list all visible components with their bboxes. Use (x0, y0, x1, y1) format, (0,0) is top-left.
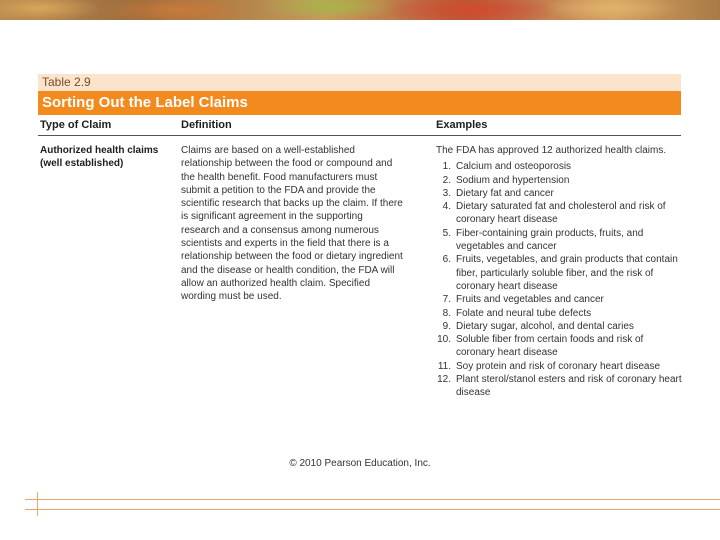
item-number: 8. (442, 307, 451, 319)
definition-cell: Claims are based on a well-established relationship between the food or compound and the health benefit. Food manufacturers must submit a petition to the FDA and provide the scientific research that backs up the claim. If there is significant agreement in the supporting research and a consensus among numerous scientists and experts in the field that there is a relationship between the food or dietary ingredient and the disease or health condition, the FDA will allow an authorized health claim. Specified wording must be used. (181, 145, 403, 303)
table-title: Sorting Out the Label Claims (38, 91, 681, 115)
item-number: 12. (437, 374, 451, 386)
item-text: Dietary fat and cancer (456, 187, 554, 199)
footer-rule-top (25, 499, 720, 500)
list-item (436, 174, 682, 187)
list-item (436, 373, 682, 400)
item-number: 9. (442, 320, 451, 332)
item-number: 2. (442, 174, 451, 186)
item-text: Dietary sugar, alcohol, and dental caries (456, 320, 634, 332)
item-number: 10. (437, 334, 451, 346)
list-item (436, 360, 682, 373)
item-number: 3. (442, 187, 451, 199)
examples-list (436, 160, 682, 399)
item-text: Plant sterol/stanol esters and risk of coronary heart disease (456, 374, 682, 399)
header-examples: Examples (436, 119, 488, 131)
item-text: Sodium and hypertension (456, 174, 570, 186)
item-text: Calcium and osteoporosis (456, 161, 572, 173)
item-number: 11. (437, 360, 451, 372)
item-text: Soluble fiber from certain foods and risk of coronary heart disease (456, 334, 644, 359)
footer-rule-bottom (25, 509, 720, 510)
claim-type-cell: Authorized health claims (well established) (40, 145, 159, 170)
header-type-of-claim: Type of Claim (40, 119, 112, 131)
item-text: Fiber-containing grain products, fruits, and vegetables and cancer (456, 227, 644, 253)
list-item (436, 200, 682, 227)
list-item (436, 160, 682, 173)
table-header-row (38, 115, 681, 136)
examples-intro: The FDA has approved 12 authorized health claims. (436, 145, 667, 156)
item-number: 1. (442, 161, 451, 173)
decorative-food-banner (0, 0, 720, 20)
list-item (436, 187, 682, 200)
list-item (436, 333, 682, 360)
footer-rule-tick (37, 492, 38, 516)
item-text: Soy protein and risk of coronary heart disease (456, 360, 660, 372)
list-item (436, 227, 682, 254)
list-item (436, 253, 682, 293)
header-definition: Definition (181, 119, 232, 131)
table-2-9 (38, 74, 681, 446)
item-text: Folate and neural tube defects (456, 307, 592, 319)
item-number: 6. (442, 254, 451, 266)
list-item (436, 293, 682, 306)
list-item (436, 307, 682, 320)
table-row (38, 136, 681, 446)
item-number: 5. (442, 227, 451, 239)
examples-cell (436, 144, 682, 400)
item-text: Fruits and vegetables and cancer (456, 294, 604, 306)
copyright-notice: © 2010 Pearson Education, Inc. (289, 458, 431, 469)
item-number: 7. (442, 294, 451, 306)
item-number: 4. (442, 201, 451, 213)
table-number: Table 2.9 (38, 74, 681, 91)
item-text: Dietary saturated fat and cholesterol and risk of coronary heart disease (456, 201, 666, 226)
list-item (436, 320, 682, 333)
item-text: Fruits, vegetables, and grain products that contain fiber, particularly soluble fiber, and the risk of coronary heart disease (456, 254, 678, 292)
